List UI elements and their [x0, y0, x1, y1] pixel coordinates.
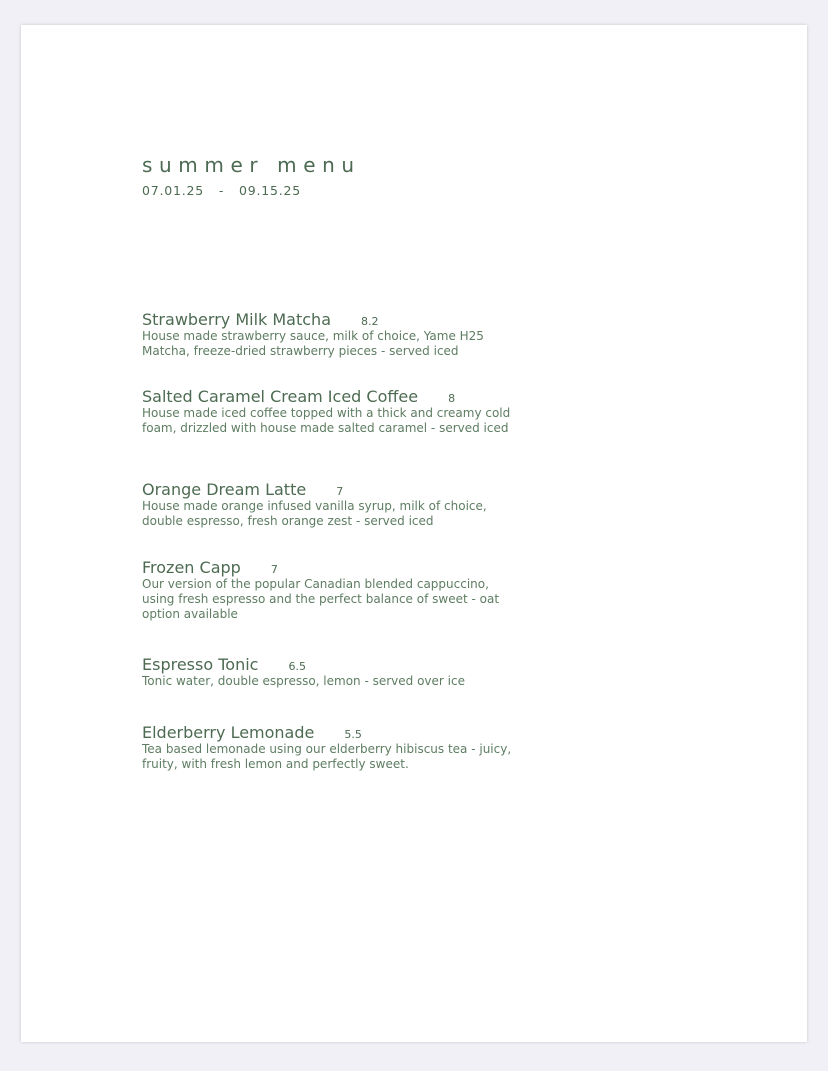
- date-end: 09.15.25: [238, 183, 302, 198]
- menu-title: summer menu: [142, 153, 361, 177]
- item-price: 8: [448, 392, 456, 405]
- menu-item: [142, 558, 522, 621]
- menu-item: [142, 655, 522, 689]
- item-price: 8.2: [361, 315, 379, 328]
- item-name: Strawberry Milk Matcha: [142, 310, 331, 329]
- menu-item: [142, 310, 522, 359]
- item-description: House made orange infused vanilla syrup, milk of choice, double espresso, fresh orange zest - served iced: [142, 499, 487, 528]
- item-description: Our version of the popular Canadian blended cappuccino, using fresh espresso and the perfect balance of sweet - oat option available: [142, 577, 500, 621]
- item-name: Espresso Tonic: [142, 655, 259, 674]
- document-page: [21, 25, 807, 1042]
- menu-item: [142, 723, 522, 772]
- item-name: Orange Dream Latte: [142, 480, 307, 499]
- menu-item: [142, 387, 522, 436]
- item-description: House made iced coffee topped with a thick and creamy cold foam, drizzled with house made salted caramel - served iced: [142, 406, 511, 435]
- item-price: 5.5: [344, 728, 362, 741]
- item-name: Salted Caramel Cream Iced Coffee: [142, 387, 419, 406]
- item-price: 7: [336, 485, 344, 498]
- menu-date-range: [142, 185, 301, 198]
- menu-item: [142, 480, 522, 529]
- item-price: 7: [270, 563, 278, 576]
- item-name: Frozen Capp: [142, 558, 241, 577]
- item-description: Tonic water, double espresso, lemon - served over ice: [142, 674, 465, 688]
- date-separator: -: [218, 183, 225, 198]
- date-start: 07.01.25: [142, 183, 205, 198]
- item-description: Tea based lemonade using our elderberry hibiscus tea - juicy, fruity, with fresh lemon and perfectly sweet.: [142, 742, 512, 771]
- item-price: 6.5: [288, 660, 306, 673]
- item-name: Elderberry Lemonade: [142, 723, 315, 742]
- item-description: House made strawberry sauce, milk of choice, Yame H25 Matcha, freeze-dried strawberry pieces - served iced: [142, 329, 484, 358]
